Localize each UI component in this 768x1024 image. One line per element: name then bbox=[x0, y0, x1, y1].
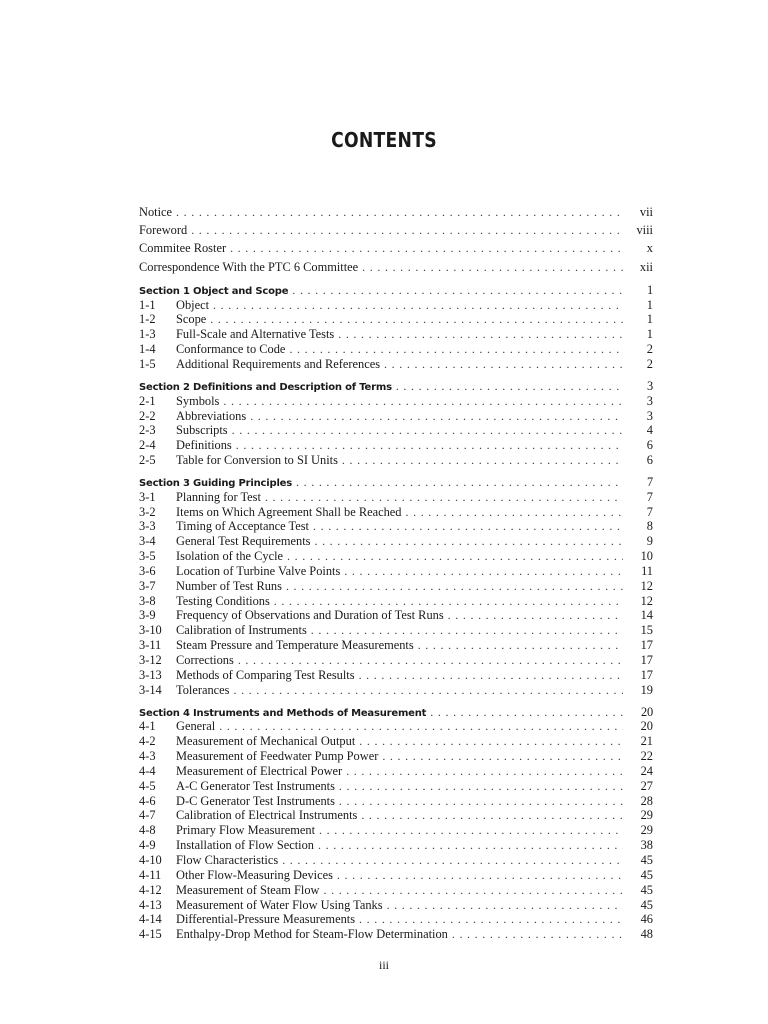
dot-leader bbox=[230, 239, 623, 257]
dot-leader bbox=[213, 298, 623, 313]
section-heading-page: 7 bbox=[647, 474, 653, 489]
toc-entry[interactable] bbox=[139, 357, 653, 372]
dot-leader bbox=[318, 838, 623, 853]
toc-entry-number: 3-8 bbox=[139, 593, 156, 608]
toc-entry-label: Full-Scale and Alternative Tests bbox=[176, 327, 335, 342]
toc-entry-number: 2-1 bbox=[139, 393, 156, 408]
section-heading-page: 20 bbox=[641, 704, 653, 719]
dot-leader bbox=[282, 853, 623, 868]
toc-entry-page: 17 bbox=[640, 667, 653, 682]
toc-entry-number: 4-8 bbox=[139, 823, 156, 838]
dot-leader bbox=[344, 564, 623, 579]
toc-entry-page: 38 bbox=[640, 838, 653, 853]
section-heading-label: Section 2 Definitions and Description of Terms bbox=[139, 381, 392, 393]
dot-leader bbox=[430, 705, 623, 720]
dot-leader bbox=[324, 883, 624, 898]
toc-entry-label: Location of Turbine Valve Points bbox=[176, 563, 341, 578]
toc-entry-label: Number of Test Runs bbox=[176, 578, 282, 593]
toc-entry-number: 4-9 bbox=[139, 838, 156, 853]
toc-entry[interactable] bbox=[139, 490, 653, 505]
toc-entry-number: 3-7 bbox=[139, 578, 156, 593]
dot-leader bbox=[418, 638, 623, 653]
toc-entry[interactable] bbox=[139, 549, 653, 564]
toc-entry-label: Corrections bbox=[176, 653, 234, 667]
toc-entry-label: Other Flow-Measuring Devices bbox=[176, 867, 333, 882]
toc-entry-page: 45 bbox=[640, 897, 653, 912]
toc-entry-label: Isolation of the Cycle bbox=[176, 549, 284, 564]
toc-entry-number: 4-3 bbox=[139, 749, 156, 764]
toc-entry[interactable] bbox=[139, 638, 653, 653]
toc-entry-label: Measurement of Mechanical Output bbox=[176, 734, 356, 749]
toc-entry[interactable] bbox=[139, 794, 653, 809]
toc-entry-number: 3-9 bbox=[139, 608, 156, 623]
dot-leader bbox=[362, 258, 623, 276]
toc-entry-page: x bbox=[646, 241, 653, 256]
toc-entry-label: D-C Generator Test Instruments bbox=[176, 793, 335, 808]
toc-entry-page: 46 bbox=[640, 912, 653, 927]
toc-entry[interactable] bbox=[139, 221, 653, 239]
toc-entry-label: General bbox=[176, 719, 216, 734]
dot-leader bbox=[265, 490, 623, 505]
toc-entry-number: 3-11 bbox=[139, 638, 162, 653]
toc-entry-page: 1 bbox=[646, 312, 653, 327]
toc-entry-label: Primary Flow Measurement bbox=[176, 823, 316, 838]
toc-entry-number: 1-1 bbox=[139, 297, 156, 312]
dot-leader bbox=[337, 868, 623, 883]
toc-entry-page: 45 bbox=[640, 852, 653, 867]
toc-entry[interactable] bbox=[139, 298, 653, 313]
toc-entry[interactable] bbox=[139, 594, 653, 609]
section-heading[interactable] bbox=[139, 283, 653, 298]
dot-leader bbox=[338, 327, 623, 342]
toc-entry-label: Calibration of Electrical Instruments bbox=[176, 808, 358, 823]
toc-entry-page: 29 bbox=[640, 808, 653, 823]
toc-entry-page: 29 bbox=[640, 823, 653, 838]
toc-entry-number: 4-14 bbox=[139, 912, 162, 927]
dot-leader bbox=[236, 438, 623, 453]
dot-leader bbox=[289, 342, 623, 357]
toc-entry-number: 3-10 bbox=[139, 623, 162, 638]
toc-entry-page: 6 bbox=[646, 453, 653, 468]
toc-entry-label: Measurement of Water Flow Using Tanks bbox=[176, 897, 383, 912]
section-heading-label: Section 4 Instruments and Methods of Measurement bbox=[139, 707, 427, 719]
toc-entry[interactable] bbox=[139, 203, 653, 221]
toc-entry-page: 7 bbox=[646, 504, 653, 519]
toc-entry-number: 3-13 bbox=[139, 667, 162, 682]
toc-entry-page: 11 bbox=[641, 563, 653, 578]
toc-entry-number: 3-5 bbox=[139, 549, 156, 564]
toc-section bbox=[139, 283, 653, 372]
toc-section bbox=[139, 475, 653, 698]
toc-entry-label: Tolerances bbox=[176, 682, 230, 697]
toc-entry-page: 6 bbox=[646, 438, 653, 453]
toc-entry-page: 17 bbox=[640, 653, 653, 667]
toc-section bbox=[139, 705, 653, 943]
dot-leader bbox=[238, 653, 623, 668]
toc-entry[interactable] bbox=[139, 853, 653, 868]
toc-entry-label: Object bbox=[176, 297, 210, 312]
dot-leader bbox=[339, 794, 623, 809]
toc-entry[interactable] bbox=[139, 683, 653, 698]
toc-entry[interactable] bbox=[139, 623, 653, 638]
dot-leader bbox=[346, 764, 623, 779]
toc-entry-page: 1 bbox=[646, 297, 653, 312]
dot-leader bbox=[406, 505, 624, 520]
dot-leader bbox=[287, 549, 623, 564]
toc-entry[interactable] bbox=[139, 898, 653, 913]
toc-entry-label: Steam Pressure and Temperature Measurements bbox=[176, 638, 414, 653]
dot-leader bbox=[176, 203, 623, 221]
toc-entry-label: Table for Conversion to SI Units bbox=[176, 453, 338, 468]
toc-entry[interactable] bbox=[139, 927, 653, 942]
dot-leader bbox=[313, 519, 623, 534]
toc-entry-page: 7 bbox=[646, 489, 653, 504]
dot-leader bbox=[314, 534, 623, 549]
section-heading-page: 3 bbox=[647, 378, 653, 393]
toc-entry[interactable] bbox=[139, 838, 653, 853]
toc-entry-page: 3 bbox=[646, 408, 653, 423]
toc-entry-number: 4-13 bbox=[139, 897, 162, 912]
toc-entry[interactable] bbox=[139, 668, 653, 683]
dot-leader bbox=[382, 749, 623, 764]
toc-entry-number: 4-11 bbox=[139, 867, 162, 882]
toc-entry-page: 45 bbox=[640, 867, 653, 882]
toc-entry-number: 3-12 bbox=[139, 653, 162, 667]
toc-entry[interactable] bbox=[139, 327, 653, 342]
toc-entry-number: 4-2 bbox=[139, 734, 156, 749]
toc-entry[interactable] bbox=[139, 534, 653, 549]
dot-leader bbox=[448, 608, 623, 623]
page-number: iii bbox=[378, 958, 389, 972]
toc-entry-label: Measurement of Steam Flow bbox=[176, 882, 320, 897]
toc-entry-page: 28 bbox=[640, 793, 653, 808]
toc-entry[interactable] bbox=[139, 505, 653, 520]
toc-entry-number: 3-4 bbox=[139, 534, 156, 549]
toc-entry-label: A-C Generator Test Instruments bbox=[176, 778, 335, 793]
toc-entry-label: General Test Requirements bbox=[176, 534, 311, 549]
toc-entry-number: 4-5 bbox=[139, 778, 156, 793]
toc-entry-label: Measurement of Feedwater Pump Power bbox=[176, 749, 379, 764]
toc-entry-page: viii bbox=[636, 223, 653, 238]
page-title: CONTENTS bbox=[331, 128, 437, 152]
toc-entry[interactable] bbox=[139, 564, 653, 579]
dot-leader bbox=[359, 668, 623, 683]
dot-leader bbox=[319, 823, 623, 838]
toc-entry[interactable] bbox=[139, 734, 653, 749]
front-matter bbox=[139, 203, 653, 276]
toc-entry-label: Definitions bbox=[176, 438, 232, 453]
section-heading-label: Section 1 Object and Scope bbox=[139, 285, 289, 297]
toc-entry[interactable] bbox=[139, 808, 653, 823]
dot-leader bbox=[342, 453, 623, 468]
toc-entry-label: Timing of Acceptance Test bbox=[176, 519, 309, 534]
toc-entry-label: Calibration of Instruments bbox=[176, 623, 307, 638]
toc-entry-number: 1-2 bbox=[139, 312, 156, 327]
dot-leader bbox=[191, 221, 623, 239]
toc-sections bbox=[139, 283, 653, 942]
toc-entry-page: xii bbox=[639, 259, 653, 274]
toc-entry-number: 4-4 bbox=[139, 763, 156, 778]
toc-entry[interactable] bbox=[139, 453, 653, 468]
dot-leader bbox=[361, 808, 623, 823]
toc-entry-label: Measurement of Electrical Power bbox=[176, 763, 343, 778]
toc-entry-page: 19 bbox=[640, 682, 653, 697]
toc-section bbox=[139, 379, 653, 468]
dot-leader bbox=[219, 719, 623, 734]
toc-entry-label: Items on Which Agreement Shall be Reached bbox=[176, 504, 402, 519]
toc-entry-page: 2 bbox=[646, 342, 653, 357]
toc-entry-label: Abbreviations bbox=[176, 408, 247, 423]
toc-entry-label: Enthalpy-Drop Method for Steam-Flow Determination bbox=[176, 927, 448, 942]
toc-entry-label: Commitee Roster bbox=[139, 241, 227, 256]
toc-entry[interactable] bbox=[139, 519, 653, 534]
toc-entry-number: 1-5 bbox=[139, 356, 156, 371]
toc-entry[interactable] bbox=[139, 312, 653, 327]
toc-entry-number: 4-6 bbox=[139, 793, 156, 808]
section-heading[interactable] bbox=[139, 475, 653, 490]
toc-entry-page: 48 bbox=[640, 927, 653, 942]
toc-entry-label: Flow Characteristics bbox=[176, 852, 279, 867]
toc-entry-number: 2-2 bbox=[139, 408, 156, 423]
toc-entry-number: 4-12 bbox=[139, 882, 162, 897]
dot-leader bbox=[232, 423, 623, 438]
toc-entry[interactable] bbox=[139, 608, 653, 623]
toc-entry-page: 12 bbox=[640, 593, 653, 608]
toc-entry-number: 3-6 bbox=[139, 563, 156, 578]
toc-entry-page: 21 bbox=[640, 734, 653, 749]
toc-entry-page: 10 bbox=[640, 549, 653, 564]
dot-leader bbox=[339, 779, 623, 794]
toc-entry[interactable] bbox=[139, 394, 653, 409]
toc-entry-number: 2-5 bbox=[139, 453, 156, 468]
toc-entry[interactable] bbox=[139, 258, 653, 276]
section-heading-page: 1 bbox=[647, 282, 653, 297]
toc-entry-label: Planning for Test bbox=[176, 489, 261, 504]
dot-leader bbox=[359, 912, 623, 927]
toc-entry-page: vii bbox=[639, 205, 653, 219]
toc-entry[interactable] bbox=[139, 912, 653, 927]
dot-leader bbox=[387, 898, 623, 913]
toc-entry[interactable] bbox=[139, 823, 653, 838]
toc-entry-page: 15 bbox=[640, 623, 653, 638]
toc-entry[interactable] bbox=[139, 409, 653, 424]
toc-entry-label: Conformance to Code bbox=[176, 342, 286, 357]
toc-entry-page: 12 bbox=[640, 578, 653, 593]
toc-entry[interactable] bbox=[139, 423, 653, 438]
toc-entry-label: Frequency of Observations and Duration of Test Runs bbox=[176, 608, 444, 623]
toc-entry-label: Symbols bbox=[176, 393, 220, 408]
toc-entry[interactable] bbox=[139, 239, 653, 257]
toc-entry-label: Scope bbox=[176, 312, 207, 327]
dot-leader bbox=[292, 283, 623, 298]
toc-entry-label: Foreword bbox=[139, 223, 188, 238]
dot-leader bbox=[311, 623, 623, 638]
dot-leader bbox=[396, 379, 623, 394]
dot-leader bbox=[286, 579, 623, 594]
toc-entry-number: 4-1 bbox=[139, 719, 156, 734]
dot-leader bbox=[233, 683, 623, 698]
toc-entry-label: Notice bbox=[139, 205, 173, 219]
dot-leader bbox=[250, 409, 623, 424]
toc-entry-page: 8 bbox=[646, 519, 653, 534]
toc-entry-page: 2 bbox=[646, 356, 653, 371]
toc-entry-number: 2-3 bbox=[139, 423, 156, 438]
toc-entry-page: 22 bbox=[640, 749, 653, 764]
dot-leader bbox=[210, 312, 623, 327]
toc-entry[interactable] bbox=[139, 883, 653, 898]
toc-entry-page: 17 bbox=[640, 638, 653, 653]
toc-entry[interactable] bbox=[139, 868, 653, 883]
toc-entry[interactable] bbox=[139, 438, 653, 453]
section-heading-label: Section 3 Guiding Principles bbox=[139, 477, 293, 489]
toc-entry[interactable] bbox=[139, 579, 653, 594]
toc-entry-number: 4-7 bbox=[139, 808, 156, 823]
toc-entry[interactable] bbox=[139, 342, 653, 357]
toc-entry-label: Additional Requirements and References bbox=[176, 356, 381, 371]
toc-entry-page: 14 bbox=[640, 608, 653, 623]
toc-entry-page: 24 bbox=[640, 763, 653, 778]
toc-entry-label: Testing Conditions bbox=[176, 593, 270, 608]
dot-leader bbox=[296, 475, 623, 490]
toc-entry-number: 3-2 bbox=[139, 504, 156, 519]
toc-entry[interactable] bbox=[139, 653, 653, 668]
dot-leader bbox=[223, 394, 623, 409]
section-heading[interactable] bbox=[139, 379, 653, 394]
toc-entry-number: 1-3 bbox=[139, 327, 156, 342]
toc-entry-page: 3 bbox=[646, 393, 653, 408]
toc-entry-page: 9 bbox=[646, 534, 653, 549]
dot-leader bbox=[359, 734, 623, 749]
toc-entry-label: Differential-Pressure Measurements bbox=[176, 912, 356, 927]
dot-leader bbox=[452, 927, 623, 942]
toc-entry-number: 3-14 bbox=[139, 682, 162, 697]
toc-entry[interactable] bbox=[139, 749, 653, 764]
section-heading[interactable] bbox=[139, 705, 653, 720]
toc-entry-label: Correspondence With the PTC 6 Committee bbox=[139, 259, 359, 274]
toc-entry[interactable] bbox=[139, 764, 653, 779]
toc-entry-page: 45 bbox=[640, 882, 653, 897]
toc-entry-page: 4 bbox=[646, 423, 653, 438]
toc-entry[interactable] bbox=[139, 779, 653, 794]
toc-entry-number: 3-3 bbox=[139, 519, 156, 534]
toc-entry-page: 1 bbox=[646, 327, 653, 342]
dot-leader bbox=[384, 357, 623, 372]
dot-leader bbox=[274, 594, 623, 609]
toc-entry-page: 20 bbox=[640, 719, 653, 734]
toc-entry[interactable] bbox=[139, 719, 653, 734]
toc-entry-number: 4-10 bbox=[139, 852, 162, 867]
toc-entry-number: 1-4 bbox=[139, 342, 156, 357]
toc-entry-number: 3-1 bbox=[139, 489, 156, 504]
toc-entry-page: 27 bbox=[640, 778, 653, 793]
toc-entry-label: Installation of Flow Section bbox=[176, 838, 315, 853]
toc-entry-label: Methods of Comparing Test Results bbox=[176, 667, 355, 682]
table-of-contents bbox=[139, 203, 653, 942]
toc-entry-number: 2-4 bbox=[139, 438, 156, 453]
toc-entry-label: Subscripts bbox=[176, 423, 228, 438]
toc-entry-number: 4-15 bbox=[139, 927, 162, 942]
